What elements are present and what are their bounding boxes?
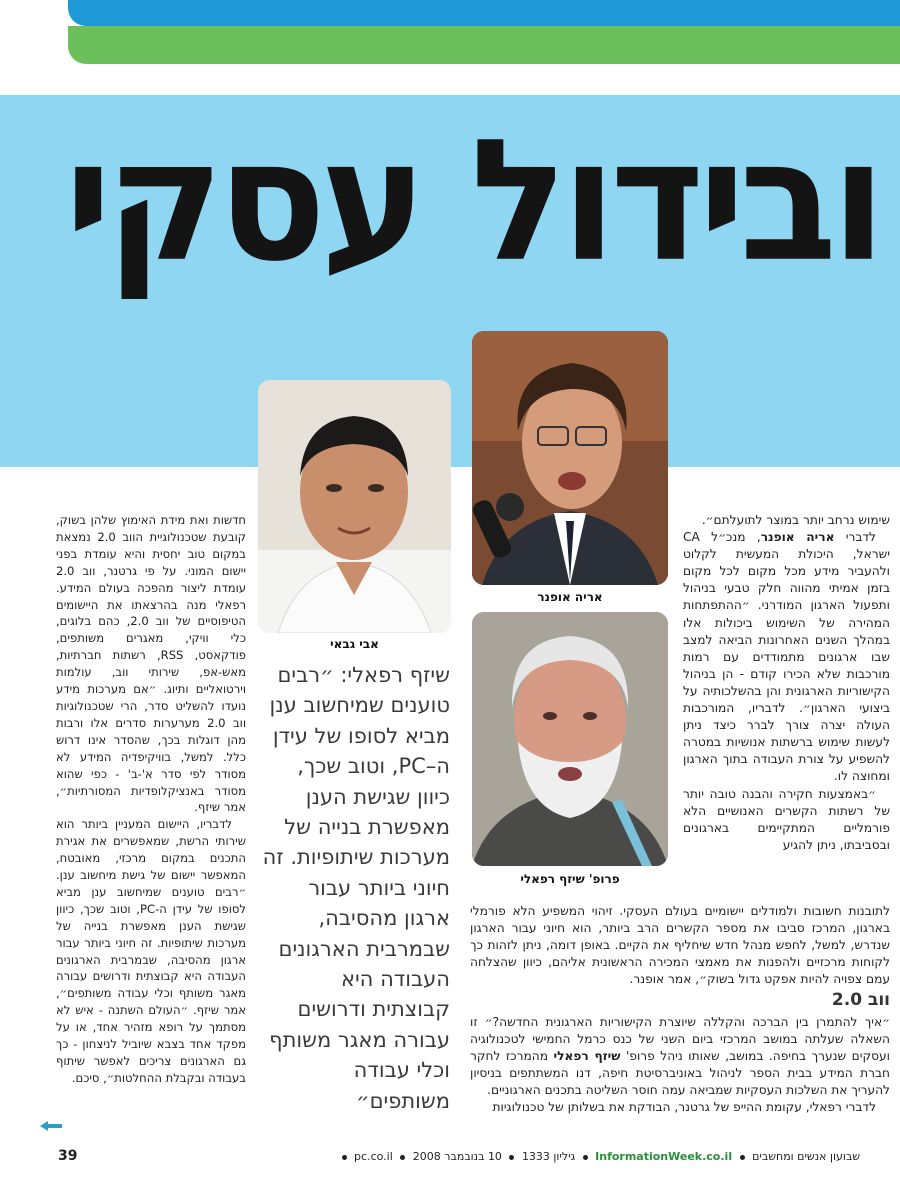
subheading: ווב 2.0 [831, 990, 890, 1010]
bullet-icon [509, 1155, 514, 1160]
footer-date: 10 בנובמבר 2008 [412, 1150, 502, 1163]
footer-issue: גיליון 1333 [521, 1150, 576, 1163]
paragraph: לדברי אריה אופנר, מנכ״ל CA ישראל, היכולת המעשית לקלוט ולהעביר מידע מכל מקום לכל מקום בזמן אמיתי מהווה חלק טבעי בניהול ותפעול הארגון המודרני. ״ההתפתחות המהירה של השימוש ביכולות אלו במהלך השנים האחרונות הביאה למצב שבו ארגונים מתמודדים עם רמות מורכבות שלא הכירו קודם - הן בניהול הקישוריות הארגונית והן בהשלכותיה על ביצועי הארגון״. לדבריו, המורכבות העולה יצרה צורך לברר כיצד ניתן לעשות שימוש ברשתות אנושיות במטרה להשפיע על צורת העבודה בתוך הארגון ומחוצה לו. [683, 530, 890, 784]
footer-site: pc.co.il [354, 1150, 393, 1163]
page-footer [80, 1150, 860, 1163]
article-column-right [683, 512, 890, 854]
photo-avi-gabay [258, 380, 451, 633]
paragraph: לדברי רפאלי, עקומת ההייפ של גרטנר, הבודקת את בשלותן של טכנולוגיות [492, 1100, 876, 1115]
page-number: 39 [58, 1148, 78, 1164]
photo-arie-ofner [472, 331, 668, 585]
bullet-icon [583, 1155, 588, 1160]
top-banner-blue [68, 0, 900, 26]
photo-caption: אבי גבאי [330, 637, 379, 651]
article-column-left [56, 512, 246, 1087]
article-paragraph-wide: לתובנות חשובות ולמודלים יישומיים בעולם העסקי. זיהוי המשפיע הלא פורמלי בארגון, המרכז סביבו את מספר הקשרים הרב ביותר, הוא חיוני עבור הארגון שנדרש, למשל, לחפש מנהל חדש שיחליף את הקיים. באופן דומה, ניתן לזהות כך לקוחות מרכזיים ולהפנות את מאמצי המכירה הראשונית אליהם, כיוון שהצלחה עמם צפויה להיות אפקט גדול בשוק״, אמר אופנר. [470, 904, 890, 987]
article-column-bottom [470, 1014, 890, 1117]
bullet-icon [400, 1155, 405, 1160]
bullet-icon [740, 1155, 745, 1160]
pull-quote: שיזף רפאלי: ״רבים טוענים שמיחשוב ענן מביא לסופו של עידן ה–PC, וטוב שכך, כיוון שגישת הענן מאפשרת בנייה של מערכות שיתופיות. זה חיוני ביותר עבור ארגון מהסיבה, שבמרבית הארגונים העבודה היא קבוצתית ודרושים עבורה מאגר משותף וכלי עבודה משותפים״ [262, 663, 450, 1113]
paragraph: ״איך להתמרן בין הברכה והקללה שיוצרת הקישוריות הארגונית החדשה?״ זו השאלה שעלתה במושב המרכזי ביום השני של כנס כרמל החמישי לטכנולוגיה ועסקים שנערך בחיפה. במושב, שאותו ניהל פרופ' שיזף רפאלי מהמרכז לחקר חברת המידע בבית הספר לניהול באוניברסיטת חיפה, דנו המשתתפים בניסיון להעריך את השלכות העסקיות שמביאה עמה חוסר השליטה בתכנים הארגוניים. [470, 1015, 890, 1098]
paragraph: שימוש נרחב יותר במוצר לתועלתם״. [701, 513, 890, 527]
footer-publication: שבועון אנשים ומחשבים [752, 1150, 860, 1163]
photo-shizaf-rafaeli [472, 612, 668, 866]
top-banner-green [68, 26, 900, 64]
headline: ובידול עסקי [64, 102, 880, 299]
footer-brand: InformationWeek.co.il [595, 1150, 733, 1163]
bullet-icon [342, 1155, 347, 1160]
photo-caption: אריה אופנר [537, 590, 603, 604]
photo-caption: פרופ' שיזף רפאלי [520, 872, 620, 886]
paragraph: חדשות ואת מידת האימוץ שלהן בשוק, קובעת שטכנולוגיית הווב 2.0 נמצאת במקום טוב יחסית והיא עומדת בפני יישום המוני. על פי גרטנר, ווב 2.0 עומדת ליצור מהפכה בעולם המידע. רפאלי מנה בהרצאתו את היישומים הטיפוסיים של ווב 2.0, כהם בלוגים, כלי וויקי, מאגרים משותפים, פודקאסט, RSS, רשתות חברתיות, מאש-אפ, שירותי ווב, עולמות וירטואליים ותיוג. ״אם מערכות מידע נועדו להשליט סדר, הרי שטכנולוגיות ווב 2.0 מערערות סדרים אלו ורבות מהן דוגלות בכך, שהסדר אינו דרוש כלל. למשל, בוויקיפדיה המידע לא מסודר לפי סדר א'-ב' - כפי שהוא מסודר באנציקלופדיות המסורתיות״, אמר שיזף. [56, 513, 246, 815]
paragraph: לדבריו, היישום המעניין ביותר הוא שירותי הרשת, שמאפשרים את אגירת התכנים במקום מרכזי, מאובטח, המאפשר יישום של גישת מיחשוב ענן. ״רבים טוענים שמיחשוב ענן מביא לסופו של עידן ה-PC, וטוב שכך, כיוון שגישת הענן מאפשרת בנייה של מערכות שיתופיות. זה חיוני ביותר עבור ארגון מהסיבה, שבמרבית הארגונים העבודה היא קבוצתית ודרושים עבורה מאגר משותף וכלי עבודה משותפים״, אמר שיזף. ״העולם השתנה - איש לא מסתמך על רופא מזהיר אחד, או על מפקד אחד בצבא שיוביל לניצחון - כך גם הארגונים צריכים לאפשר שיתוף בעבודה ובקבלת ההחלטות״, סיכם. [56, 817, 246, 1085]
paragraph: ״באמצעות חקירה והבנה טובה יותר של רשתות הקשרים האנושיים הלא פורמליים המתקיימים בארגונים ובסביבתו, ניתן להגיע [683, 786, 890, 852]
arrow-icon [40, 1116, 62, 1135]
